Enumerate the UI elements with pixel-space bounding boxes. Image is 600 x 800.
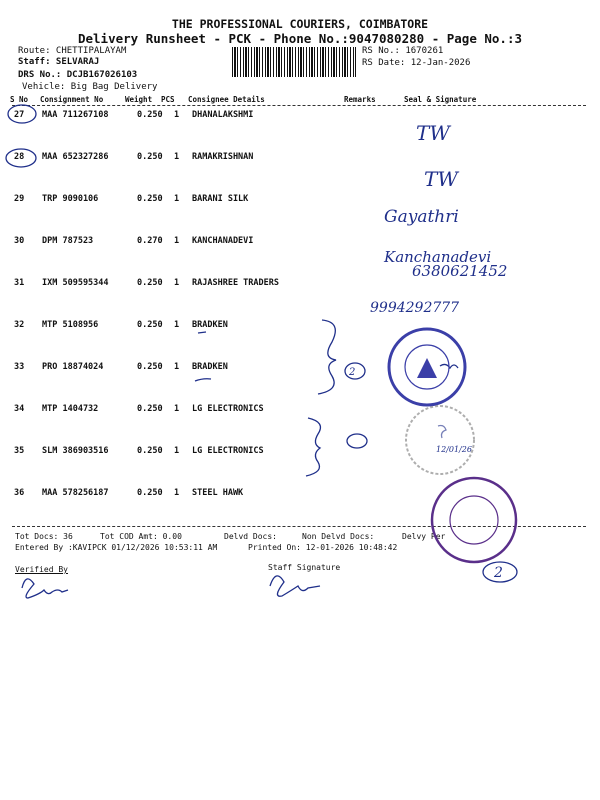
non-delivered-docs: Non Delvd Docs: [302, 532, 375, 541]
cell-sno: 35 [14, 446, 25, 456]
route-label: Route: CHETTIPALAYAM [18, 46, 127, 56]
row-circle-mark [8, 105, 36, 123]
total-cod-amount: Tot COD Amt: 0.00 [100, 532, 182, 541]
cell-pcs: 1 [174, 488, 180, 498]
col-weight: Weight [125, 95, 153, 104]
entered-by: Entered By :KAVIPCK 01/12/2026 10:53:11 AM [15, 543, 218, 552]
cell-consignee: BRADKEN [192, 362, 228, 372]
col-pcs: PCS [161, 95, 175, 104]
cell-weight: 0.250 [137, 362, 163, 372]
cell-weight: 0.250 [137, 278, 163, 288]
cell-consignee: LG ELECTRONICS [192, 446, 264, 456]
bracket-mark [318, 320, 336, 394]
rs-number: RS No.: 1670261 [362, 46, 444, 56]
cell-consignee: STEEL HAWK [192, 488, 244, 498]
cell-consignment: MAA 711267108 [42, 110, 109, 120]
cell-pcs: 1 [174, 320, 180, 330]
cell-consignee: RAMAKRISHNAN [192, 152, 254, 162]
cell-consignment: MAA 578256187 [42, 488, 109, 498]
cell-consignee: RAJASHREE TRADERS [192, 278, 279, 288]
stamp-outer-ring [432, 478, 516, 562]
cell-pcs: 1 [174, 110, 180, 120]
cell-sno: 29 [14, 194, 25, 204]
cell-consignment: TRP 9090106 [42, 194, 99, 204]
verified-by-label: Verified By [15, 565, 68, 574]
row-circle-mark [6, 149, 36, 167]
cell-weight: 0.250 [137, 152, 163, 162]
staff-signature-label: Staff Signature [268, 563, 341, 572]
cell-pcs: 1 [174, 446, 180, 456]
cell-sno: 28 [14, 152, 25, 162]
circled-mark [347, 434, 367, 448]
stamp-outer-ring [406, 406, 474, 474]
cell-consignee: KANCHANADEVI [192, 236, 254, 246]
cell-weight: 0.250 [137, 110, 163, 120]
steelhawk-stamp [432, 478, 516, 562]
lg-stamp [406, 406, 474, 474]
rs-date: RS Date: 12-Jan-2026 [362, 58, 471, 68]
col-sno: S No [10, 95, 29, 104]
cell-consignee: BARANI SILK [192, 194, 249, 204]
cell-weight: 0.250 [137, 446, 163, 456]
bradken-stamp [389, 329, 465, 405]
handwritten-phone: 9994292777 [370, 300, 460, 316]
cell-consignment: DPM 787523 [42, 236, 94, 246]
handwritten-initials: TW [424, 167, 458, 191]
bradken-logo [417, 358, 437, 378]
circled-count: 2 [349, 367, 356, 378]
handwritten-initials: TW [416, 121, 450, 145]
stamp-inner-ring [450, 496, 498, 544]
cell-weight: 0.250 [137, 194, 163, 204]
total-docs: Tot Docs: 36 [15, 532, 73, 541]
handwritten-signature: Gayathri [384, 207, 459, 227]
handwritten-name: Kanchanadevi [384, 248, 492, 266]
verified-signature [22, 579, 68, 598]
cell-weight: 0.270 [137, 236, 163, 246]
cell-sno: 31 [14, 278, 25, 288]
cell-weight: 0.250 [137, 404, 163, 414]
cell-consignment: SLM 386903516 [42, 446, 109, 456]
circled-count: 2 [494, 565, 503, 581]
cell-consignment: PRO 18874024 [42, 362, 104, 372]
printed-on: Printed On: 12-01-2026 10:48:42 [248, 543, 398, 552]
cell-consignee: LG ELECTRONICS [192, 404, 264, 414]
staff-signature [270, 576, 320, 596]
stamp-date: 12/01/26 [436, 445, 472, 454]
cell-sno: 32 [14, 320, 25, 330]
pen-mark [198, 332, 206, 333]
cell-pcs: 1 [174, 194, 180, 204]
cell-consignment: IXM 509595344 [42, 278, 109, 288]
cell-pcs: 1 [174, 404, 180, 414]
bracket-mark [306, 418, 320, 476]
cell-sno: 34 [14, 404, 25, 414]
drs-number: DRS No.: DCJB167026103 [18, 70, 138, 80]
cell-consignee: DHANALAKSHMI [192, 110, 254, 120]
col-consignment: Consignment No [40, 95, 104, 104]
cell-consignee: BRADKEN [192, 320, 228, 330]
delivery-percent: Delvy Per [402, 532, 446, 541]
cell-pcs: 1 [174, 236, 180, 246]
pen-mark [438, 426, 446, 439]
cell-consignment: MTP 5108956 [42, 320, 99, 330]
pen-mark [195, 379, 211, 381]
cell-sno: 33 [14, 362, 25, 372]
cell-consignment: MTP 1404732 [42, 404, 99, 414]
company-title: THE PROFESSIONAL COURIERS, COIMBATORE [171, 17, 429, 31]
cell-sno: 36 [14, 488, 25, 498]
cell-pcs: 1 [174, 278, 180, 288]
runsheet-title: Delivery Runsheet - PCK - Phone No.:9047080280 - Page No.:3 [77, 31, 522, 46]
cell-sno: 30 [14, 236, 25, 246]
staff-label: Staff: SELVARAJ [18, 57, 100, 67]
cell-consignment: MAA 652327286 [42, 152, 109, 162]
cell-weight: 0.250 [137, 488, 163, 498]
vehicle-label: Vehicle: Big Bag Delivery [22, 82, 158, 92]
delivered-docs: Delvd Docs: [224, 532, 277, 541]
col-consignee: Consignee Details [188, 95, 265, 104]
cell-weight: 0.250 [137, 320, 163, 330]
col-seal-signature: Seal & Signature [404, 95, 477, 104]
cell-pcs: 1 [174, 362, 180, 372]
col-remarks: Remarks [344, 95, 376, 104]
cell-pcs: 1 [174, 152, 180, 162]
cell-sno: 27 [14, 110, 25, 120]
handwritten-phone: 6380621452 [412, 262, 508, 280]
